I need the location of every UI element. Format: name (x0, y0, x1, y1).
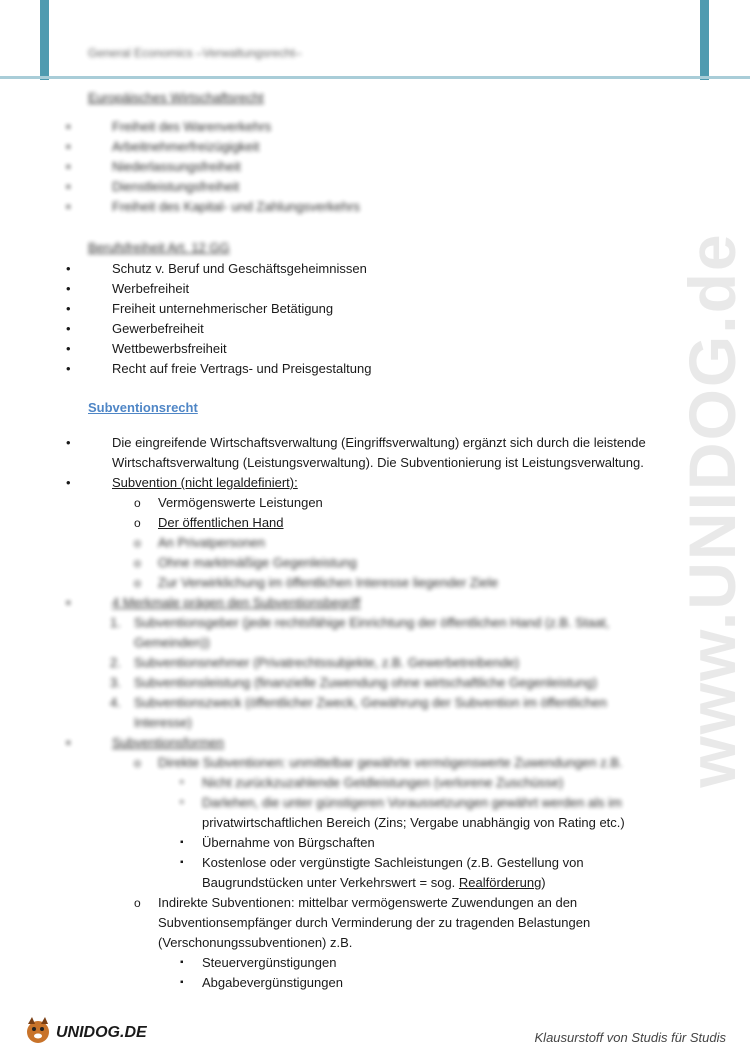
text-segment: Baugrundstücken unter Verkehrswert = sog. (202, 875, 459, 890)
list-item (88, 473, 668, 493)
list-item: • Wettbewerbsfreiheit (88, 339, 371, 359)
section-berufsfreiheit (88, 240, 371, 379)
numbered-item: 1. Subventionsgeber (jede rechtsfähige Einrichtung der öffentlichen Hand (z.B. Staat, (110, 615, 610, 630)
numbered-item-text: Subventionsnehmer (Privatrechtssubjekte, z.B. Gewerbetreibende) (134, 655, 520, 670)
list-item: • Niederlassungsfreiheit (88, 157, 360, 177)
intro-line-2: Wirtschaftsverwaltung (Leistungsverwaltung). Die Subventionierung ist Leistungsverwaltung. (112, 455, 644, 470)
sub-sub-list-item: ▪ Kostenlose oder vergünstigte Sachleistungen (z.B. Gestellung von (88, 853, 668, 873)
section-europa (88, 90, 360, 217)
numbered-item-text: Subventionsgeber (jede rechtsfähige Einrichtung der öffentlichen Hand (z.B. Staat, (134, 615, 610, 630)
blurred-region (88, 533, 668, 813)
realfoerderung-term: Realförderung (458, 875, 542, 890)
numbered-item: 4. Subventionszweck (öffentlicher Zweck, Gewährung der Subvention im öffentlichen Interesse) (110, 695, 607, 730)
sub-list-item: o Ohne marktmäßige Gegenleistung (88, 553, 668, 573)
section-title: Berufsfreiheit Art. 12 GG (88, 240, 230, 255)
list-item: • Schutz v. Beruf und Geschäftsgeheimnissen (88, 259, 371, 279)
sub-sub-list-item: ▪ Übernahme von Bürgschaften (88, 833, 668, 853)
header-bar-right (700, 0, 709, 80)
numbered-item-text: Subventionszweck (öffentlicher Zweck, Gewährung der Subvention im öffentlichen Interesse) (134, 695, 607, 730)
list-item: • Freiheit des Warenverkehrs (88, 117, 360, 137)
sub-sub-list-item-cont (88, 873, 668, 893)
watermark: www.UNIDOG.de (675, 232, 749, 788)
intro-line-1: Die eingreifende Wirtschaftsverwaltung (Eingriffsverwaltung) ergänzt sich durch die leistende (112, 435, 646, 450)
sub-list-item: o Der öffentlichen Hand (88, 513, 668, 533)
list-item (88, 593, 668, 613)
section-title: Subventionsrecht (88, 400, 198, 415)
sub-sub-list-item: ▪ Abgabevergünstigungen (88, 973, 668, 993)
list-item: • Freiheit unternehmerischer Betätigung (88, 299, 371, 319)
sub-list-item (88, 893, 668, 953)
merkmale-heading: 4 Merkmale prägen den Subventionsbegriff (112, 595, 361, 610)
numbered-item: 3. Subventionsleistung (finanzielle Zuwendung ohne wirtschaftliche Gegenleistung) (110, 675, 598, 690)
formen-heading: Subventionsformen (112, 735, 225, 750)
list-item: • Dienstleistungsfreiheit (88, 177, 360, 197)
numbered-item-cont: Gemeinden)) (134, 635, 210, 650)
page-header-title: General Economics –Verwaltungsrecht– (88, 46, 302, 60)
indirekt-line-3: (Verschonungssubventionen) z.B. (158, 935, 353, 950)
header-bar-left (40, 0, 49, 80)
numbered-item-text: Subventionsleistung (finanzielle Zuwendung ohne wirtschaftliche Gegenleistung) (134, 675, 598, 690)
sub-list-item: o An Privatpersonen (88, 533, 668, 553)
sub-sub-list-item: ▪ Nicht zurückzuzahlende Geldleistungen (verlorene Zuschüsse) (88, 773, 668, 793)
text-segment: ) (541, 875, 546, 890)
indirekt-line-1: Indirekte Subventionen: mittelbar vermögenswerte Zuwendungen an den (158, 895, 578, 910)
sub-list-item: o Vermögenswerte Leistungen (88, 493, 668, 513)
indirekt-line-2: Subventionsempfänger durch Verminderung der zu tragenden Belastungen (158, 915, 591, 930)
list-item: • Recht auf freie Vertrags- und Preisgestaltung (88, 359, 371, 379)
sub-list-item: o Zur Verwirklichung im öffentlichen Interesse liegender Ziele (88, 573, 668, 593)
list-item: • Gewerbefreiheit (88, 319, 371, 339)
section-subventionsrecht (88, 400, 668, 993)
list-item: • Arbeitnehmerfreizügigkeit (88, 137, 360, 157)
unidog-logo (24, 1014, 154, 1048)
list-item: • Freiheit des Kapital- und Zahlungsverkehrs (88, 197, 360, 217)
definition-heading: Subvention (nicht legaldefiniert): (112, 475, 298, 490)
footer-tagline: Klausurstoff von Studis für Studis (534, 1030, 726, 1045)
list-item (88, 433, 668, 473)
sub-sub-list-item: ▪ Darlehen, die unter günstigeren Voraussetzungen gewährt werden als im (88, 793, 668, 813)
header-divider (0, 76, 750, 79)
section-title: Europäisches Wirtschaftsrecht (88, 90, 264, 105)
numbered-item: 2. Subventionsnehmer (Privatrechtssubjekte, z.B. Gewerbetreibende) (110, 655, 520, 670)
sub-sub-list-item: ▪ Steuervergünstigungen (88, 953, 668, 973)
sub-list-item: o Direkte Subventionen: unmittelbar gewährte vermögenswerte Zuwendungen z.B. (88, 753, 668, 773)
list-item (88, 733, 668, 753)
sub-sub-list-item-cont: privatwirtschaftlichen Bereich (Zins; Vergabe unabhängig von Rating etc.) (202, 815, 625, 830)
list-item: • Werbefreiheit (88, 279, 371, 299)
logo-text: UNIDOG.DE (56, 1024, 147, 1041)
